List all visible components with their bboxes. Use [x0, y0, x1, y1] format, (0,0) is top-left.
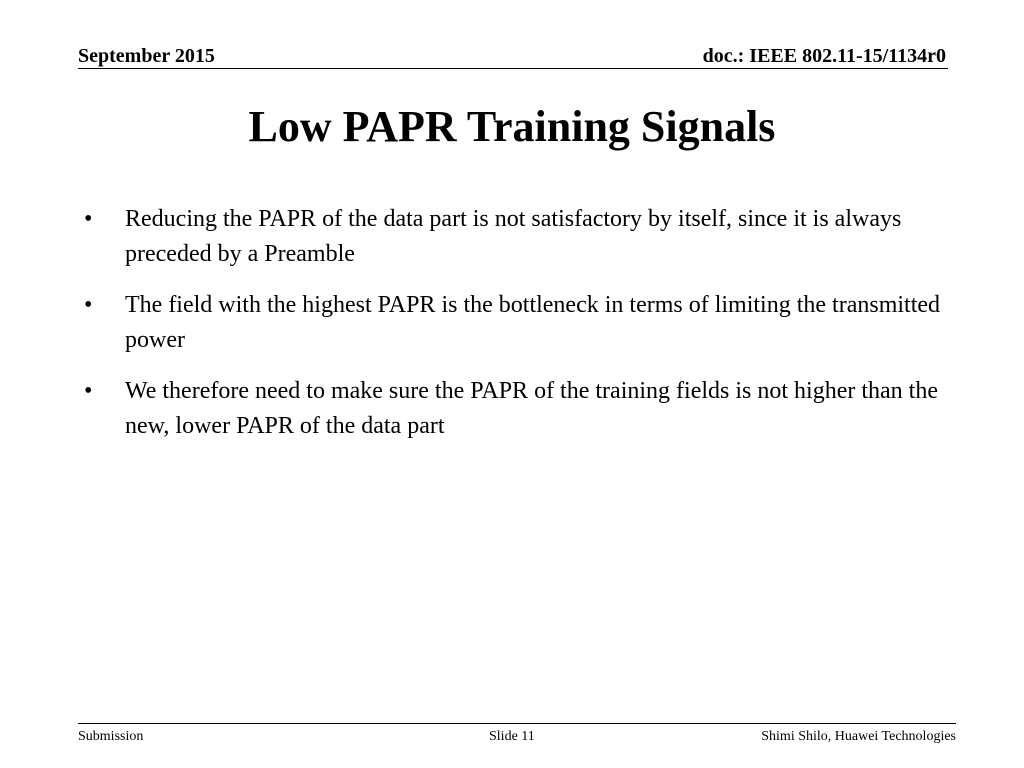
slide-title: Low PAPR Training Signals — [248, 102, 776, 151]
bullet-item — [84, 374, 944, 444]
bullet-item — [84, 202, 944, 272]
bullet-list — [84, 202, 944, 460]
bullet-icon: • — [84, 292, 93, 318]
bullet-text: Reducing the PAPR of the data part is not satisfactory by itself, since it is always preceded by a Preamble — [125, 206, 902, 267]
bullet-icon: • — [84, 206, 93, 232]
bullet-text: We therefore need to make sure the PAPR of the training fields is not higher than the new, lower PAPR of the data part — [125, 378, 938, 439]
bullet-item — [84, 288, 944, 358]
header-divider — [78, 68, 948, 69]
header-doc-id: doc.: IEEE 802.11-15/1134r0 — [702, 45, 946, 67]
footer-author: Shimi Shilo, Huawei Technologies — [761, 729, 956, 744]
footer-divider — [78, 723, 956, 724]
footer-slide-number: Slide 11 — [489, 729, 535, 744]
footer-submission: Submission — [78, 729, 144, 744]
bullet-text: The field with the highest PAPR is the bottleneck in terms of limiting the transmitted power — [125, 292, 941, 353]
header-date: September 2015 — [78, 45, 215, 67]
bullet-icon: • — [84, 378, 93, 404]
